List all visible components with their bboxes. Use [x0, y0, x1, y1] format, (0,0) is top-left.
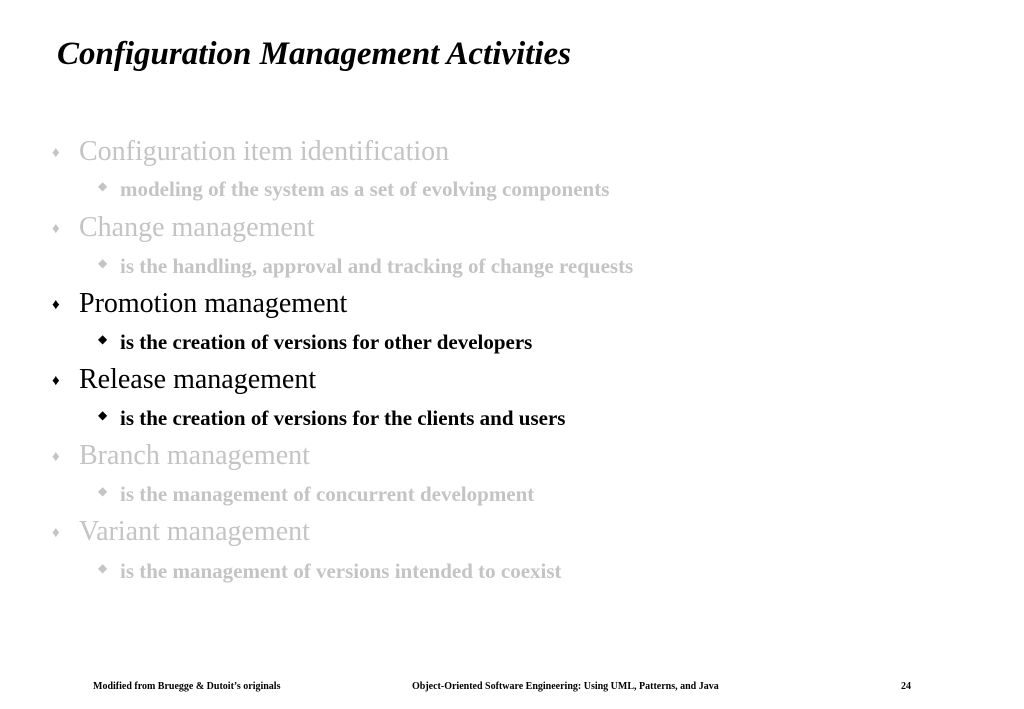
- activity-description-text: is the creation of versions for other developers: [120, 330, 533, 354]
- activity-label: Variant management: [79, 516, 310, 547]
- diamond-bullet-icon: ♦: [52, 373, 60, 389]
- activity-label: Release management: [79, 364, 317, 395]
- page-number: 24: [901, 681, 911, 692]
- diamond-bullet-icon: ♦: [52, 145, 60, 161]
- activity-description-text: is the creation of versions for the clients and users: [120, 406, 566, 430]
- diamond-sub-bullet-icon: ◆: [98, 561, 108, 575]
- activity-label: Configuration item identification: [79, 136, 450, 167]
- activity-label: Promotion management: [79, 288, 348, 319]
- diamond-bullet-icon: ♦: [52, 525, 60, 541]
- activity-description-text: is the handling, approval and tracking of change requests: [120, 254, 634, 278]
- diamond-sub-bullet-icon: ◆: [98, 484, 108, 498]
- footer-credit: Modified from Bruegge & Dutoit’s originals: [93, 681, 281, 692]
- diamond-bullet-icon: ♦: [52, 297, 60, 313]
- slide-title: Configuration Management Activities: [57, 36, 571, 72]
- activity-label: Branch management: [79, 440, 310, 471]
- footer-book-title: Object-Oriented Software Engineering: Using UML, Patterns, and Java: [412, 681, 719, 692]
- activity-label: Change management: [79, 212, 315, 243]
- diamond-sub-bullet-icon: ◆: [98, 256, 108, 270]
- diamond-sub-bullet-icon: ◆: [98, 332, 108, 346]
- diamond-sub-bullet-icon: ◆: [98, 179, 108, 193]
- diamond-bullet-icon: ♦: [52, 449, 60, 465]
- diamond-sub-bullet-icon: ◆: [98, 408, 108, 422]
- activity-description-text: is the management of versions intended to coexist: [120, 559, 562, 583]
- activity-description-text: is the management of concurrent development: [120, 482, 535, 506]
- activity-description-text: modeling of the system as a set of evolving components: [120, 177, 610, 201]
- diamond-bullet-icon: ♦: [52, 221, 60, 237]
